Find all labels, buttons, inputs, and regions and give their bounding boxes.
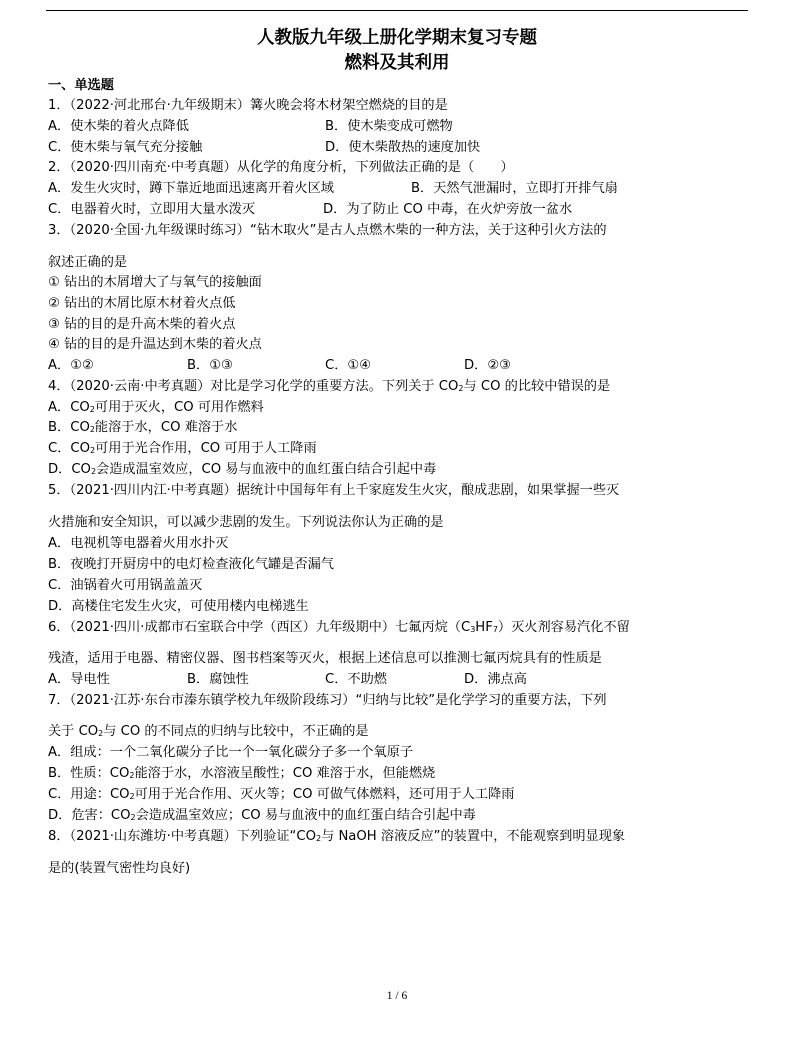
q6-option-a: A．导电性 — [48, 672, 110, 687]
q7-option-c: C．用途：$CO_2$可用于光合作用、灭火等；CO 可做气体燃料，还可用于人工降雨 — [48, 787, 515, 802]
q8-stem-line1: 8．（2021·山东潍坊·中考真题）下列验证“$CO_2$与 NaOH 溶液反应”的装置中，不能观察到明显现象 — [48, 829, 626, 844]
section-heading: 一、单选题 — [48, 78, 114, 93]
q1-option-b: B．使木柴变成可燃物 — [325, 119, 453, 134]
q6-option-d: D．沸点高 — [464, 672, 527, 687]
q3-stem-line2: 叙述正确的是 — [48, 255, 128, 270]
q5-stem-line1: 5．（2021·四川内江·中考真题）据统计中国每年有上千家庭发生火灾，酿成悲剧，如果掌握一些灭 — [48, 483, 620, 498]
q7-option-b: B．性质：$CO_2$能溶于水，水溶液呈酸性；CO 难溶于水，但能燃烧 — [48, 766, 436, 781]
q3-option-b: B．①③ — [187, 358, 233, 373]
q6-option-b: B．腐蚀性 — [187, 672, 249, 687]
q2-option-d: D．为了防止 CO 中毒，在火炉旁放一盆水 — [323, 202, 573, 217]
q4-option-c: C．$CO_2$可用于光合作用，CO 可用于人工降雨 — [48, 441, 317, 456]
q5-option-b: B．夜晚打开厨房中的电灯检查液化气罐是否漏气 — [48, 557, 334, 572]
q2-option-c: C．电器着火时，立即用大量水泼灭 — [48, 202, 256, 217]
q3-statement-2: ② 钻出的木屑比原木材着火点低 — [48, 296, 236, 311]
q1-option-d: D．使木柴散热的速度加快 — [325, 140, 481, 155]
q1-stem: 1．（2022·河北邢台·九年级期末）篝火晚会将木材架空燃烧的目的是 — [48, 98, 448, 113]
q3-statement-4: ④ 钻的目的是升温达到木柴的着火点 — [48, 337, 262, 352]
q6-stem-line1: 6．（2021·四川·成都市石室联合中学（西区）九年级期中）七氟丙烷$(C_3HF_7)$灭火剂容易汽化不留 — [48, 620, 630, 635]
q7-option-a: A．组成：一个二氧化碳分子比一个一氧化碳分子多一个氧原子 — [48, 745, 414, 760]
q3-stem-line1: 3．（2020·全国·九年级课时练习）“钻木取火”是古人点燃木柴的一种方法，关于这种引火方法的 — [48, 223, 607, 238]
q4-option-d: D．$CO_2$会造成温室效应，CO 易与血液中的血红蛋白结合引起中毒 — [48, 462, 437, 477]
header-rule — [46, 10, 748, 11]
q5-option-a: A．电视机等电器着火用水扑灭 — [48, 536, 229, 551]
q3-option-d: D．②③ — [464, 358, 511, 373]
page-title: 人教版九年级上册化学期末复习专题 — [257, 28, 537, 48]
q3-option-c: C．①④ — [325, 358, 372, 373]
q5-stem-line2: 火措施和安全知识，可以减少悲剧的发生。下列说法你认为正确的是 — [48, 515, 444, 530]
q7-option-d: D．危害：$CO_2$会造成温室效应；CO 易与血液中的血红蛋白结合引起中毒 — [48, 808, 476, 823]
page-number: 1 / 6 — [386, 990, 408, 1002]
q7-stem-line2: 关于 $CO_2$与 CO 的不同点的归纳与比较中，不正确的是 — [48, 724, 369, 739]
q6-option-c: C．不助燃 — [325, 672, 387, 687]
q3-statement-1: ① 钻出的木屑增大了与氧气的接触面 — [48, 275, 262, 290]
q4-option-b: B．$CO_2$能溶于水，CO 难溶于水 — [48, 420, 238, 435]
q2-option-b: B．天然气泄漏时，立即打开排气扇 — [411, 181, 618, 196]
q4-stem: 4．（2020·云南·中考真题）对比是学习化学的重要方法。下列关于 $CO_2$与 CO 的比较中错误的是 — [48, 379, 611, 394]
q5-option-c: C．油锅着火可用锅盖盖灭 — [48, 578, 203, 593]
q1-option-c: C．使木柴与氧气充分接触 — [48, 140, 203, 155]
q5-option-d: D．高楼住宅发生火灾，可使用楼内电梯逃生 — [48, 599, 309, 614]
q3-option-a: A．①② — [48, 358, 94, 373]
page-subtitle: 燃料及其利用 — [344, 53, 450, 73]
q4-option-a: A．$CO_2$可用于灭火，CO 可用作燃料 — [48, 400, 264, 415]
q3-statement-3: ③ 钻的目的是升高木柴的着火点 — [48, 317, 236, 332]
q7-stem-line1: 7．（2021·江苏·东台市溱东镇学校九年级阶段练习）“归纳与比较”是化学学习的重要方法，下列 — [48, 693, 607, 708]
q2-option-a: A．发生火灾时，蹲下靠近地面迅速离开着火区域 — [48, 181, 334, 196]
q8-stem-line2: 是的(装置气密性均良好) — [48, 861, 191, 876]
q6-stem-line2: 残渣，适用于电器、精密仪器、图书档案等灭火，根据上述信息可以推测七氟丙烷具有的性质是 — [48, 651, 602, 666]
q2-stem: 2．（2020·四川南充·中考真题）从化学的角度分析，下列做法正确的是（ ） — [48, 160, 514, 175]
q1-option-a: A．使木柴的着火点降低 — [48, 119, 189, 134]
